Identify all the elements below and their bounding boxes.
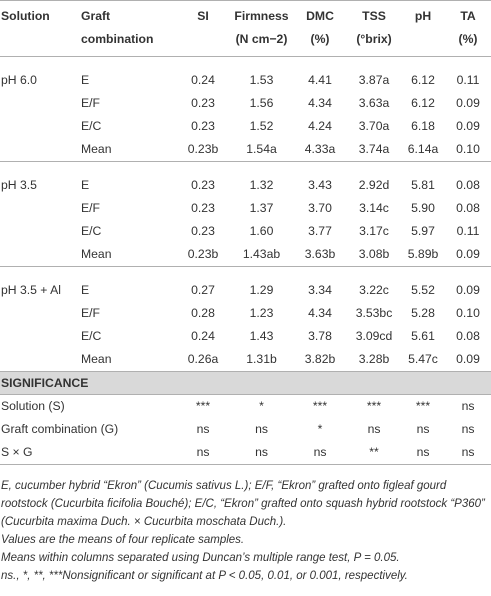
significance-value: ns xyxy=(367,422,381,436)
value-cell: 3.22c xyxy=(359,283,389,297)
value-cell: 1.31b xyxy=(246,352,277,366)
header-ta: TA (%) xyxy=(444,1,491,57)
value-cell: 5.61 xyxy=(411,329,435,343)
value-cell: 0.28 xyxy=(191,306,215,320)
value-cell: 3.63a xyxy=(358,96,390,110)
solution-cell: pH 3.5 + Al xyxy=(1,283,61,297)
value-cell: 3.43 xyxy=(308,178,332,192)
significance-value: ns xyxy=(294,441,346,465)
value-cell: 4.34 xyxy=(308,96,332,110)
header-solution: Solution xyxy=(0,1,81,57)
value-cell: 0.10 xyxy=(456,306,480,320)
table-row xyxy=(0,348,491,372)
significance-title: SIGNIFICANCE xyxy=(0,372,491,395)
significance-value: ns xyxy=(416,422,430,436)
value-cell: 3.87a xyxy=(358,73,390,87)
graft-cell: E xyxy=(81,283,90,297)
solution-cell xyxy=(0,220,81,243)
table-row xyxy=(0,279,491,302)
value-cell: 0.26a xyxy=(187,352,219,366)
footnote-significance: ns., *, **, ***Nonsignificant or significant at P < 0.05, 0.01, or 0.001, respectively. xyxy=(1,570,408,582)
table-row xyxy=(0,69,491,92)
value-cell: 0.09 xyxy=(456,283,480,297)
graft-cell: E/C xyxy=(81,119,102,133)
value-cell: 3.09cd xyxy=(355,329,393,343)
significance-value: *** xyxy=(195,399,211,413)
value-cell: 6.12 xyxy=(411,96,435,110)
value-cell: 0.09 xyxy=(456,247,480,261)
table-row xyxy=(0,197,491,220)
header-graft-combination: Graft combination xyxy=(81,1,177,57)
table-row xyxy=(0,325,491,348)
value-cell: 3.08b xyxy=(358,247,390,261)
value-cell: 5.90 xyxy=(411,201,435,215)
value-cell: 6.18 xyxy=(411,119,435,133)
solution-cell xyxy=(0,138,81,162)
significance-value: ns xyxy=(229,441,294,465)
significance-row xyxy=(0,418,491,441)
value-cell: 0.23 xyxy=(191,224,215,238)
footnotes xyxy=(0,465,491,585)
value-cell: 0.23 xyxy=(191,178,215,192)
value-cell: 0.08 xyxy=(456,329,480,343)
header-tss: TSS (°brix) xyxy=(346,1,402,57)
significance-value: ** xyxy=(346,441,402,465)
significance-row xyxy=(0,395,491,419)
significance-label: Solution (S) xyxy=(1,399,65,413)
graft-cell: E xyxy=(81,178,90,192)
value-cell: 5.97 xyxy=(411,224,435,238)
table-row xyxy=(0,138,491,162)
value-cell: 0.23 xyxy=(191,119,215,133)
significance-label: S × G xyxy=(0,441,177,465)
table-row xyxy=(0,302,491,325)
table-row xyxy=(0,243,491,267)
value-cell: 1.52 xyxy=(249,119,274,133)
value-cell: 1.43 xyxy=(249,329,274,343)
significance-value: ns xyxy=(177,441,229,465)
value-cell: 0.11 xyxy=(456,73,480,87)
value-cell: 3.17c xyxy=(359,224,389,238)
significance-value: ns xyxy=(402,441,444,465)
value-cell: 4.34 xyxy=(308,306,332,320)
value-cell: 3.77 xyxy=(308,224,332,238)
value-cell: 3.28b xyxy=(358,352,390,366)
graft-cell: Mean xyxy=(81,142,112,156)
header-firmness: Firmness (N cm−2) xyxy=(229,1,294,57)
value-cell: 1.56 xyxy=(249,96,274,110)
graft-cell: E/F xyxy=(81,96,100,110)
table-row xyxy=(0,92,491,115)
value-cell: 0.09 xyxy=(456,96,480,110)
graft-cell: E/F xyxy=(81,306,100,320)
significance-value: *** xyxy=(312,399,328,413)
value-cell: 5.89b xyxy=(407,247,439,261)
value-cell: 3.63b xyxy=(304,247,336,261)
significance-value: * xyxy=(259,399,264,413)
table-row xyxy=(0,174,491,197)
value-cell: 0.23 xyxy=(191,96,215,110)
value-cell: 5.28 xyxy=(411,306,435,320)
solution-cell xyxy=(0,348,81,372)
value-cell: 3.53bc xyxy=(355,306,393,320)
value-cell: 6.12 xyxy=(411,73,435,87)
value-cell: 3.74a xyxy=(358,142,390,156)
graft-cell: E xyxy=(81,73,90,87)
value-cell: 0.08 xyxy=(456,178,480,192)
significance-value: ns xyxy=(461,399,475,413)
value-cell: 0.23b xyxy=(187,142,219,156)
value-cell: 1.53 xyxy=(249,73,274,87)
value-cell: 3.78 xyxy=(308,329,332,343)
significance-row xyxy=(0,441,491,465)
significance-value: ns xyxy=(444,441,491,465)
table-row xyxy=(0,220,491,243)
value-cell: 3.70a xyxy=(358,119,390,133)
graft-cell: E/F xyxy=(81,201,100,215)
value-cell: 4.41 xyxy=(308,73,332,87)
value-cell: 0.09 xyxy=(456,352,480,366)
significance-value: ns xyxy=(255,422,268,436)
header-row xyxy=(0,1,491,57)
solution-cell: pH 6.0 xyxy=(1,73,37,87)
value-cell: 0.24 xyxy=(191,329,215,343)
value-cell: 0.09 xyxy=(456,119,480,133)
graft-cell: E/C xyxy=(81,329,102,343)
value-cell: 1.54a xyxy=(246,142,277,156)
group-separator xyxy=(0,267,491,280)
graft-cell: Mean xyxy=(81,352,112,366)
value-cell: 2.92d xyxy=(358,178,390,192)
value-cell: 5.47c xyxy=(408,352,438,366)
value-cell: 1.43ab xyxy=(242,247,281,261)
value-cell: 3.70 xyxy=(308,201,332,215)
value-cell: 3.34 xyxy=(308,283,332,297)
value-cell: 0.10 xyxy=(456,142,480,156)
header-dmc: DMC (%) xyxy=(294,1,346,57)
value-cell: 0.27 xyxy=(191,283,215,297)
value-cell: 5.81 xyxy=(411,178,435,192)
solution-cell xyxy=(0,115,81,138)
significance-value: * xyxy=(317,422,323,436)
value-cell: 0.08 xyxy=(456,201,480,215)
footnote-duncan: Means within columns separated using Duncan’s multiple range test, P = 0.05. xyxy=(1,552,400,564)
group-spacer xyxy=(0,57,491,70)
footnote-abbreviations: E, cucumber hybrid “Ekron” (Cucumis sativus L.); E/F, “Ekron” grafted onto figleaf gourd rootstock (Cucurbita ficifolia Bouché); E/C, “Ekron” grafted onto squash hybrid rootstock “P360” (Cucurbita maxima Duch. × Cucurbita moschata Duch.). xyxy=(1,480,485,528)
significance-value: ns xyxy=(461,422,475,436)
value-cell: 0.24 xyxy=(191,73,215,87)
solution-cell: pH 3.5 xyxy=(1,178,37,192)
table-row xyxy=(0,115,491,138)
solution-cell xyxy=(0,197,81,220)
value-cell: 3.14c xyxy=(359,201,389,215)
header-ph: pH xyxy=(402,1,444,57)
significance-value: ns xyxy=(196,422,210,436)
value-cell: 1.23 xyxy=(249,306,274,320)
value-cell: 1.60 xyxy=(249,224,274,238)
value-cell: 3.82b xyxy=(304,352,336,366)
value-cell: 4.33a xyxy=(304,142,336,156)
group-separator xyxy=(0,162,491,175)
graft-cell: Mean xyxy=(81,247,112,261)
value-cell: 1.32 xyxy=(249,178,274,192)
significance-value: *** xyxy=(415,399,431,413)
significance-value: *** xyxy=(366,399,382,413)
value-cell: 0.11 xyxy=(456,224,480,238)
value-cell: 6.14a xyxy=(407,142,439,156)
solution-cell xyxy=(0,92,81,115)
table-body xyxy=(0,57,491,465)
solution-cell xyxy=(0,325,81,348)
solution-cell xyxy=(0,243,81,267)
value-cell: 1.37 xyxy=(249,201,274,215)
value-cell: 5.52 xyxy=(411,283,435,297)
value-cell: 0.23b xyxy=(187,247,219,261)
significance-label: Graft combination (G) xyxy=(1,422,119,436)
significance-header-row xyxy=(0,372,491,395)
footnote-replicates: Values are the means of four replicate samples. xyxy=(1,534,245,546)
solution-cell xyxy=(0,302,81,325)
value-cell: 0.23 xyxy=(191,201,215,215)
value-cell: 4.24 xyxy=(308,119,332,133)
value-cell: 1.29 xyxy=(249,283,274,297)
graft-cell: E/C xyxy=(81,224,102,238)
header-si: SI xyxy=(177,1,229,57)
